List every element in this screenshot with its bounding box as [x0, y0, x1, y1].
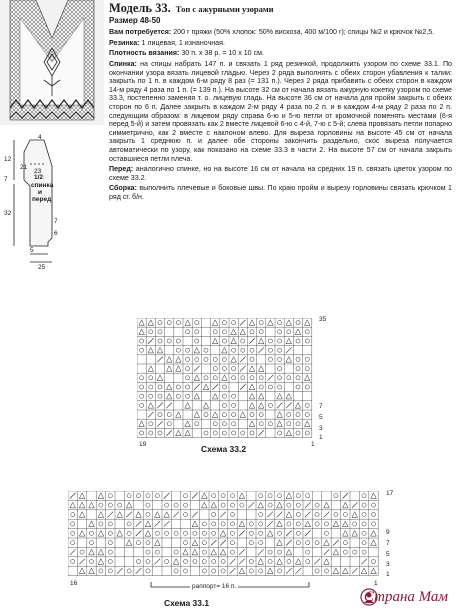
- title-line: [109, 1, 452, 15]
- paragraph-text: 30 п. х 38 р. = 10 х 10 см.: [179, 49, 264, 58]
- s331-row-7: 7: [386, 540, 390, 547]
- model-subtitle: Топ с ажурными узорами: [175, 4, 274, 14]
- paragraph-label: Сборка:: [109, 184, 137, 193]
- s331-row-1: 1: [386, 571, 390, 578]
- front-label: перед: [32, 196, 52, 203]
- dim-12: 12: [4, 156, 12, 163]
- paragraph-label: Плотность вязания:: [109, 49, 180, 58]
- scheme-33-1-caption: Схема 33.1: [164, 598, 210, 608]
- paragraph-text: выполнить плечевые и боковые швы. По краю пройм и вырезу горловины связать крючком 1 ряд сг. б/н.: [109, 184, 452, 201]
- s332-row-7: 7: [319, 403, 323, 410]
- paragraph-label: Спинка:: [109, 59, 137, 68]
- model-title: Модель 33.: [109, 1, 171, 15]
- scheme-33-2-caption: Схема 33.2: [201, 444, 247, 454]
- paragraph-4: [109, 165, 452, 182]
- paragraph-label: Перед:: [109, 165, 134, 174]
- dim-6: 6: [54, 230, 58, 237]
- instructions-column: [109, 1, 452, 203]
- watermark-text: Страна Мам: [363, 589, 448, 605]
- paragraph-text: 1 лицевая, 1 изнаночная.: [139, 38, 225, 47]
- s332-row-3: 3: [319, 425, 323, 432]
- half-label: 1/2: [34, 174, 44, 181]
- paragraph-label: Резинка:: [109, 38, 140, 47]
- rapport-label: раппорт= 16 п.: [192, 583, 237, 590]
- dim-5: 5: [30, 247, 34, 254]
- dim-23: 23: [34, 168, 42, 175]
- dim-32: 32: [4, 210, 12, 217]
- paragraph-0: [109, 28, 452, 37]
- paragraph-2: [109, 49, 452, 58]
- s331-row-9: 9: [386, 529, 390, 536]
- s332-col-1: 1: [311, 441, 315, 448]
- paragraph-label: Вам потребуется:: [109, 28, 172, 37]
- and-label: и: [38, 189, 42, 196]
- paragraph-1: [109, 39, 452, 48]
- s331-col-16: 16: [70, 580, 78, 587]
- s332-col-19: 19: [139, 441, 147, 448]
- paragraphs: [109, 28, 452, 201]
- size-line: Размер 48-50: [109, 15, 161, 25]
- paragraph-5: [109, 184, 452, 201]
- garment-photo: [0, 0, 104, 125]
- s331-row-3: 3: [386, 561, 390, 568]
- s331-col-1: 1: [374, 580, 378, 587]
- scheme-33-1-grid: [68, 491, 382, 577]
- paragraph-text: на спицы набрать 147 п. и связать 1 ряд резинкой, продолжить узором по схеме 33.1. По окончании узора вязать лицевой гладью. Через 2 ряда выполнять с обеих сторон убавления к талии: закрыть по 1 п. в каждом 6-м ряду 8 раз (= 131 п.). Через 2 ряда прибавить с обеих сторон в каждом 14-м ряду 4 раза по 1 п. (= 139 п.). На высоте 32 см от начала вязать ажурную кокетку узором по схеме 33.3, постепенно заменяя т. о. лицевую гладь. На высоте 36 см от начала для пройм закрыть с обеих сторон по 6 п. Далее закрыть в каждом 2-м ряду 4 раза по 2 п. и в каждом 4-м ряду 2 раза по 2 п. следующим образом: в лицевом ряду справа 6-ю и 5-ю петли от кромочной поменять местами (6-я перед 5-й) и затем провязать как 2 вместе лицевой 6-ю с 4-й, 7-ю с 5-й; слева провязать петли попарно симметрично, как 2 вместе с наклоном влево. Для выреза горловины на высоте 45 см от начала закрыть 1 среднюю п. и далее обе стороны закончить раздельно, скос выреза получается автоматически по узору, как показано на схеме 33.3 в части 2. На высоте 57 см от начала закрыть оставшиеся петли плеча.: [109, 59, 452, 163]
- dim-21: 21: [20, 164, 28, 171]
- scheme-33-2-grid: [137, 318, 315, 438]
- paragraph-3: [109, 60, 452, 163]
- paragraph-text: аналогично спинке, но на высоте 16 см от начала на средних 19 п. связать цветок узором по схеме 33.2.: [109, 165, 452, 182]
- dim-7-right: 7: [54, 218, 58, 225]
- s332-row-35: 35: [319, 316, 327, 323]
- s332-row-1: 1: [319, 434, 323, 441]
- pattern-schematic: [0, 130, 104, 280]
- paragraph-text: 200 г пряжи (50% хлопок: 50% вискоза, 400 м/100 г); спицы №2 и крючок №2,5.: [171, 28, 435, 37]
- s331-row-5: 5: [386, 551, 390, 558]
- dim-7-left: 7: [4, 176, 8, 183]
- dim-4: 4: [38, 134, 42, 141]
- back-label: спинка: [31, 182, 54, 189]
- s332-row-5: 5: [319, 414, 323, 421]
- s331-row-17: 17: [386, 490, 394, 497]
- dim-25: 25: [38, 264, 46, 271]
